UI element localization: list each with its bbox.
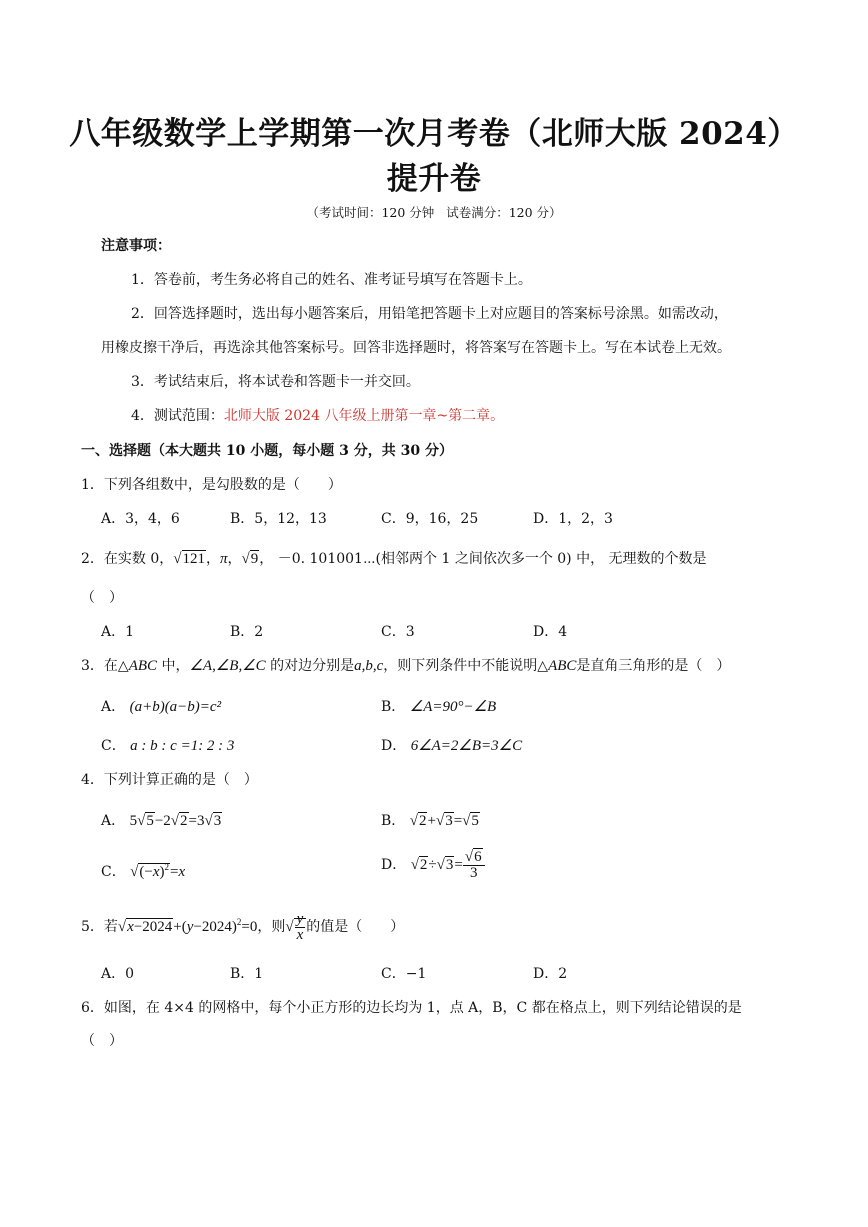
triangle-abc-2: ABC: [548, 658, 577, 674]
q4-b-formula: √2+√3=√5: [409, 813, 479, 829]
q3-option-c: [101, 736, 234, 756]
q3-a-label: A．: [101, 699, 126, 715]
note-item-1: 1．答卷前，考生务必将自己的姓名、准考证号填写在答题卡上。: [131, 272, 532, 288]
triangle-abc: ABC: [128, 658, 158, 674]
q2-answer-paren: （ ）: [81, 590, 123, 606]
sqrt-9-radicand: 9: [250, 551, 259, 567]
q2-stem-end: －0. 101001⋯(相邻两个 1 之间依次多一个 0) 中， 无理数的个数是: [277, 551, 707, 567]
q3-b-formula: ∠A=90°−∠B: [409, 699, 497, 715]
question-1-stem: 1．下列各组数中，是勾股数的是（ ）: [81, 477, 342, 493]
q3-d-formula: 6∠A=2∠B=3∠C: [410, 738, 523, 754]
q3-c-formula: a : b : c =1: 2 : 3: [130, 738, 235, 754]
q2-option-d: D．4: [533, 624, 568, 640]
q1-option-c: C．9，16，25: [381, 511, 479, 527]
q5-option-b: B．1: [230, 966, 264, 982]
q2-stem-start: 2．在实数 0，: [81, 551, 174, 567]
q5-option-d: D．2: [533, 966, 568, 982]
note-item-4-label: 4．测试范围：: [131, 408, 224, 424]
sqrt-9: √9: [241, 551, 259, 567]
q5-option-a: A．0: [101, 966, 135, 982]
q1-option-b: B．5，12，13: [230, 511, 327, 527]
q3-a-formula: (a+b)(a−b)=c²: [129, 699, 222, 715]
q4-a-formula: 5√5−2√2=3√3: [129, 813, 222, 829]
q3-option-d: [381, 736, 522, 756]
q6-answer-paren: （ ）: [81, 1033, 123, 1049]
q1-option-a: A．3，4，6: [101, 511, 180, 527]
q3-b-label: B．: [381, 699, 406, 715]
q4-option-a: [101, 811, 222, 831]
note-item-3: 3．考试结束后，将本试卷和答题卡一并交回。: [131, 374, 420, 390]
angles-abc: ∠A,∠B,∠C: [189, 658, 266, 674]
question-5-stem: [81, 912, 404, 943]
q4-d-formula: √2÷√3= $\frac{√6}{3}$: [411, 857, 485, 873]
q4-option-b: [381, 811, 480, 831]
q3-stem-3: 的对边分别是: [265, 658, 355, 674]
q4-option-d: [381, 850, 485, 881]
q4-c-label: C．: [101, 864, 126, 880]
pi-symbol: π: [220, 551, 228, 567]
q2-option-a: A．1: [101, 624, 135, 640]
q2-option-c: C．3: [381, 624, 415, 640]
q4-option-c: [101, 857, 185, 882]
question-4-stem: 4．下列计算正确的是（ ）: [81, 772, 258, 788]
q4-c-formula: $√(-x)^2=x$: [130, 862, 186, 880]
q3-stem-1: 3．在△: [81, 658, 129, 674]
q5-stem-2: ，则: [257, 919, 286, 935]
exam-title: 八年级数学上学期第一次月考卷（北师大版 2024）: [69, 116, 799, 152]
sides-abc: a,b,c: [354, 658, 384, 674]
test-scope: 北师大版 2024 八年级上册第一章~第二章。: [223, 408, 505, 424]
sqrt-121: √121: [173, 551, 205, 567]
question-2-stem: 2．在实数 0，√121，π，√9， －0. 101001⋯(相邻两个 1 之间依次多一个 0) 中， 无理数的个数是: [81, 551, 707, 567]
q3-stem-2: 中，: [157, 658, 190, 674]
notes-heading: 注意事项：: [101, 238, 171, 254]
q3-d-label: D．: [381, 738, 407, 754]
exam-title-level: 提升卷: [386, 161, 482, 197]
sqrt-121-radicand: 121: [182, 551, 205, 567]
q5-option-c: C．−1: [381, 966, 427, 982]
q5-condition: $√x-2024+(y-2024)^2=0$: [117, 917, 258, 935]
q4-d-label: D．: [381, 856, 407, 873]
q3-c-label: C．: [101, 738, 126, 754]
q3-option-a: [101, 697, 221, 717]
q3-option-b: [381, 697, 496, 717]
q5-stem-3: 的值是（ ）: [306, 919, 405, 935]
exam-duration-score: （考试时间：120 分钟 试卷满分：120 分）: [306, 205, 562, 220]
q5-stem-1: 5．若: [81, 919, 118, 935]
note-item-2: 2．回答选择题时，选出每小题答案后，用铅笔把答题卡上对应题目的答案标号涂黑。如需改动，: [131, 306, 728, 322]
q4-b-label: B．: [381, 813, 406, 829]
note-item-2-cont: 用橡皮擦干净后，再选涂其他答案标号。回答非选择题时，将答案写在答题卡上。写在本试卷上无效。: [101, 340, 731, 356]
section-heading-choice: 一、选择题（本大题共 10 小题，每小题 3 分，共 30 分）: [81, 443, 453, 459]
question-3-stem: [81, 656, 730, 676]
q2-option-b: B．2: [230, 624, 264, 640]
question-6-stem: 6．如图，在 4×4 的网格中，每个小正方形的边长均为 1，点 A，B，C 都在格点上，则下列结论错误的是: [81, 1000, 742, 1016]
note-item-4: [131, 406, 504, 426]
q4-a-label: A．: [101, 813, 126, 829]
q3-stem-4: ，则下列条件中不能说明△: [383, 658, 549, 674]
q3-stem-5: 是直角三角形的是（ ）: [576, 658, 731, 674]
q1-option-d: D．1，2，3: [533, 511, 613, 527]
q5-expression: √ $\frac{y}{x}$: [285, 918, 306, 935]
